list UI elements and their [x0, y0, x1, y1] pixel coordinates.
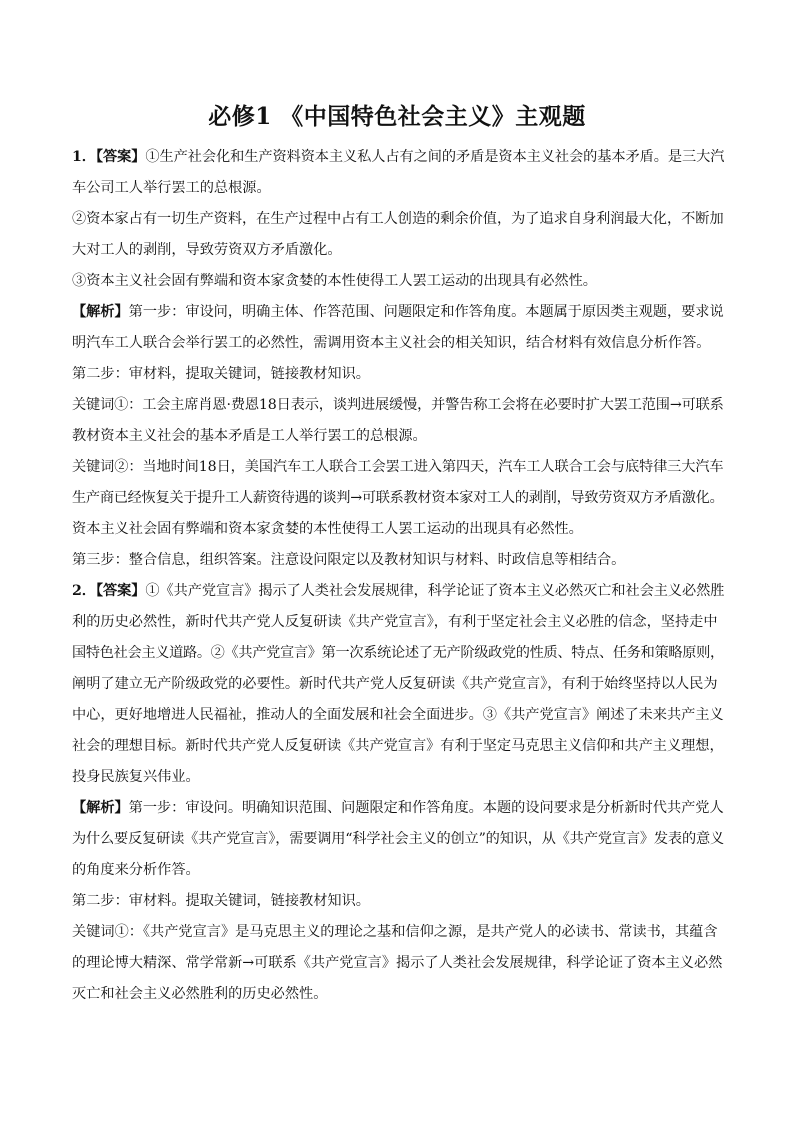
- text-line: [72, 483, 724, 514]
- text-line: [72, 266, 724, 297]
- line-text: 阐明了建立无产阶级政党的必要性。新时代共产党人反复研读《共产党宣言》，有利于始终坚持以人民为: [72, 676, 718, 692]
- page-title: 必修1 《中国特色社会主义》主观题: [208, 103, 586, 130]
- line-text: 中心，更好地增进人民福祉，推动人的全面发展和社会全面进步。③《共产党宣言》阐述了未来共产主义: [72, 707, 724, 723]
- line-prefix: 1．【答案】: [72, 149, 146, 165]
- line-text: 灭亡和社会主义必然胜利的历史必然性。: [72, 986, 328, 1002]
- text-line: [72, 576, 724, 607]
- line-text: 第一步：审设问。明确知识范围、问题限定和作答角度。本题的设问要求是分析新时代共产党人: [128, 800, 724, 816]
- line-text: ②资本家占有一切生产资料，在生产过程中占有工人创造的剩余价值，为了追求自身利润最大化，不断加: [72, 211, 724, 227]
- text-line: [72, 204, 724, 235]
- line-prefix: 【解析】: [72, 800, 129, 816]
- line-text: 大对工人的剥削，导致劳资双方矛盾激化。: [72, 242, 342, 258]
- text-line: [72, 359, 724, 390]
- document-body: [72, 142, 724, 1010]
- line-text: 第二步：审材料，提取关键词，链接教材知识。: [72, 366, 370, 382]
- text-line: [72, 855, 724, 886]
- line-text: ①生产社会化和生产资料资本主义私人占有之间的矛盾是资本主义社会的基本矛盾。是三大汽: [145, 149, 724, 165]
- line-text: 的理论博大精深、常学常新→可联系《共产党宣言》揭示了人类社会发展规律，科学论证了资本主义必然: [72, 955, 723, 971]
- line-text: 利的历史必然性，新时代共产党人反复研读《共产党宣言》，有利于坚定社会主义必胜的信念，坚持走中: [72, 614, 718, 630]
- text-line: [72, 390, 724, 421]
- text-line: [72, 793, 724, 824]
- line-text: 的角度来分析作答。: [72, 862, 200, 878]
- text-line: [72, 731, 724, 762]
- line-text: 第三步：整合信息，组织答案。注意设问限定以及教材知识与材料、时政信息等相结合。: [72, 552, 626, 568]
- text-line: [72, 235, 724, 266]
- line-text: 明汽车工人联合会举行罢工的必然性，需调用资本主义社会的相关知识，结合材料有效信息分析作答。: [72, 335, 711, 351]
- text-line: [72, 638, 724, 669]
- line-text: 生产商已经恢复关于提升工人薪资待遇的谈判→可联系教材资本家对工人的剥削，导致劳资双方矛盾激化。: [72, 490, 724, 506]
- line-text: ①《共产党宣言》揭示了人类社会发展规律，科学论证了资本主义必然灭亡和社会主义必然胜: [145, 583, 724, 599]
- text-line: [72, 700, 724, 731]
- text-line: [72, 142, 724, 173]
- text-line: [72, 607, 724, 638]
- text-line: [72, 514, 724, 545]
- text-line: [72, 669, 724, 700]
- line-text: 第二步：审材料。提取关键词，链接教材知识。: [72, 893, 370, 909]
- text-line: [72, 328, 724, 359]
- line-text: 资本主义社会固有弊端和资本家贪婪的本性使得工人罢工运动的出现具有必然性。: [72, 521, 583, 537]
- line-prefix: 【解析】: [72, 304, 129, 320]
- text-line: [72, 886, 724, 917]
- line-text: 教材资本主义社会的基本矛盾是工人举行罢工的总根源。: [72, 428, 427, 444]
- line-text: 投身民族复兴伟业。: [72, 769, 200, 785]
- text-line: [72, 452, 724, 483]
- line-text: 关键词①：《共产党宣言》是马克思主义的理论之基和信仰之源，是共产党人的必读书、常读书，其蕴含: [72, 924, 718, 940]
- text-line: [72, 297, 724, 328]
- text-line: [72, 421, 724, 452]
- text-line: [72, 948, 724, 979]
- line-text: 车公司工人举行罢工的总根源。: [72, 180, 271, 196]
- text-line: [72, 979, 724, 1010]
- line-prefix: 2．【答案】: [72, 583, 146, 599]
- text-line: [72, 824, 724, 855]
- line-text: 关键词①：工会主席肖恩·费恩18日表示，谈判进展缓慢，并警告称工会将在必要时扩大罢工范围→可联系: [72, 397, 724, 413]
- text-line: [72, 917, 724, 948]
- text-line: [72, 762, 724, 793]
- line-text: 关键词②：当地时间18日，美国汽车工人联合工会罢工进入第四天，汽车工人联合工会与底特律三大汽车: [72, 459, 724, 475]
- line-text: ③资本主义社会固有弊端和资本家贪婪的本性使得工人罢工运动的出现具有必然性。: [72, 273, 597, 289]
- text-line: [72, 173, 724, 204]
- line-text: 第一步：审设问，明确主体、作答范围、问题限定和作答角度。本题属于原因类主观题，要求说: [128, 304, 724, 320]
- text-line: [72, 545, 724, 576]
- line-text: 国特色社会主义道路。②《共产党宣言》第一次系统论述了无产阶级政党的性质、特点、任务和策略原则，: [72, 645, 724, 661]
- line-text: 社会的理想目标。新时代共产党人反复研读《共产党宣言》有利于坚定马克思主义信仰和共产主义理想，: [72, 738, 724, 754]
- line-text: 为什么要反复研读《共产党宣言》，需要调用“科学社会主义的创立”的知识，从《共产党宣言》发表的意义: [72, 831, 724, 847]
